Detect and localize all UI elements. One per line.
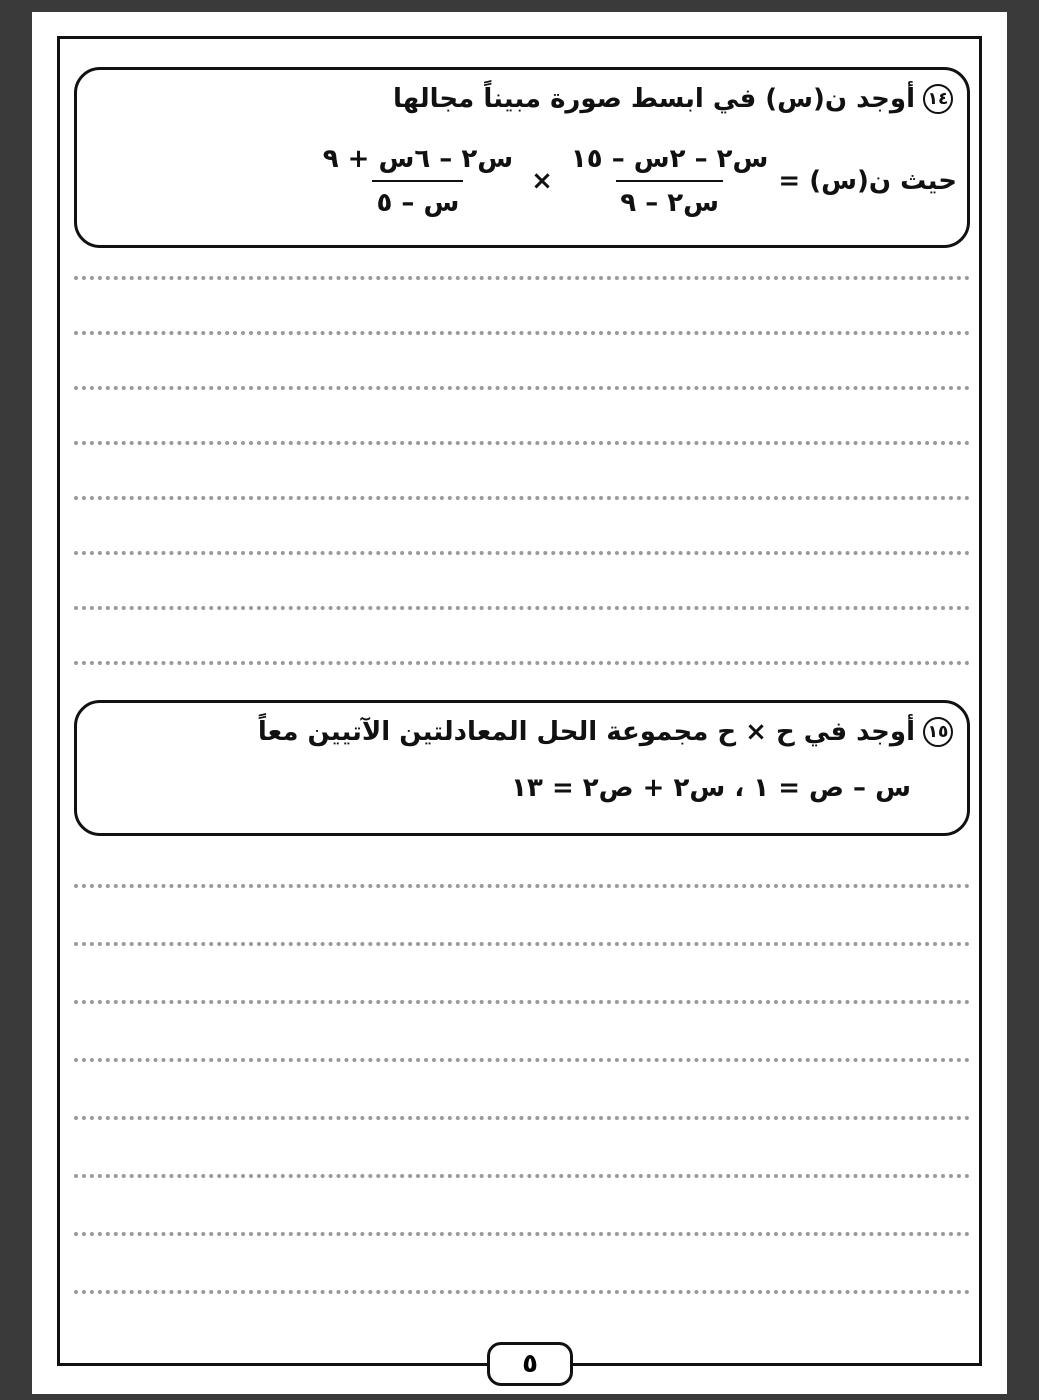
fraction-2-numerator: س٢ – ٦س + ٩ bbox=[322, 144, 514, 174]
question-15-box bbox=[74, 700, 970, 836]
formula-lead: حيث ن(س) = bbox=[778, 166, 957, 196]
fraction-1-numerator: س٢ – ٢س – ١٥ bbox=[570, 144, 769, 174]
answer-line[interactable] bbox=[74, 1290, 970, 1294]
question-14-prompt: أوجد ن(س) في ابسط صورة مبيناً مجالها bbox=[392, 84, 915, 114]
answer-line[interactable] bbox=[74, 1116, 970, 1120]
answer-line[interactable] bbox=[74, 884, 970, 888]
question-15-prompt: أوجد في ح × ح مجموعة الحل المعادلتين الآتيين معاً bbox=[257, 717, 915, 747]
answer-line[interactable] bbox=[74, 1232, 970, 1236]
answer-line[interactable] bbox=[74, 1000, 970, 1004]
page-number: ٥ bbox=[487, 1342, 573, 1386]
fraction-2-denominator: س – ٥ bbox=[372, 180, 463, 218]
fraction-1-denominator: س٢ – ٩ bbox=[616, 180, 723, 218]
question-15-number: ١٥ bbox=[923, 717, 953, 747]
question-14-prompt-line bbox=[393, 84, 953, 114]
question-14-formula bbox=[313, 144, 957, 218]
answer-line[interactable] bbox=[74, 942, 970, 946]
worksheet-page bbox=[32, 12, 1007, 1394]
answer-line[interactable] bbox=[74, 441, 970, 445]
question-14-box bbox=[74, 67, 970, 248]
answer-line[interactable] bbox=[74, 1174, 970, 1178]
fraction-2 bbox=[319, 144, 517, 218]
answer-line[interactable] bbox=[74, 606, 970, 610]
answer-line[interactable] bbox=[74, 331, 970, 335]
fraction-1 bbox=[567, 144, 772, 218]
answer-line[interactable] bbox=[74, 276, 970, 280]
answer-line[interactable] bbox=[74, 551, 970, 555]
answer-line[interactable] bbox=[74, 1058, 970, 1062]
question-15-prompt-line bbox=[258, 717, 953, 747]
question-15-equations: س – ص = ١ ، س٢ + ص٢ = ١٣ bbox=[511, 773, 911, 803]
question-14-number: ١٤ bbox=[923, 84, 953, 114]
answer-line[interactable] bbox=[74, 661, 970, 665]
answer-line[interactable] bbox=[74, 496, 970, 500]
answer-line[interactable] bbox=[74, 386, 970, 390]
times-sign: × bbox=[531, 166, 553, 196]
